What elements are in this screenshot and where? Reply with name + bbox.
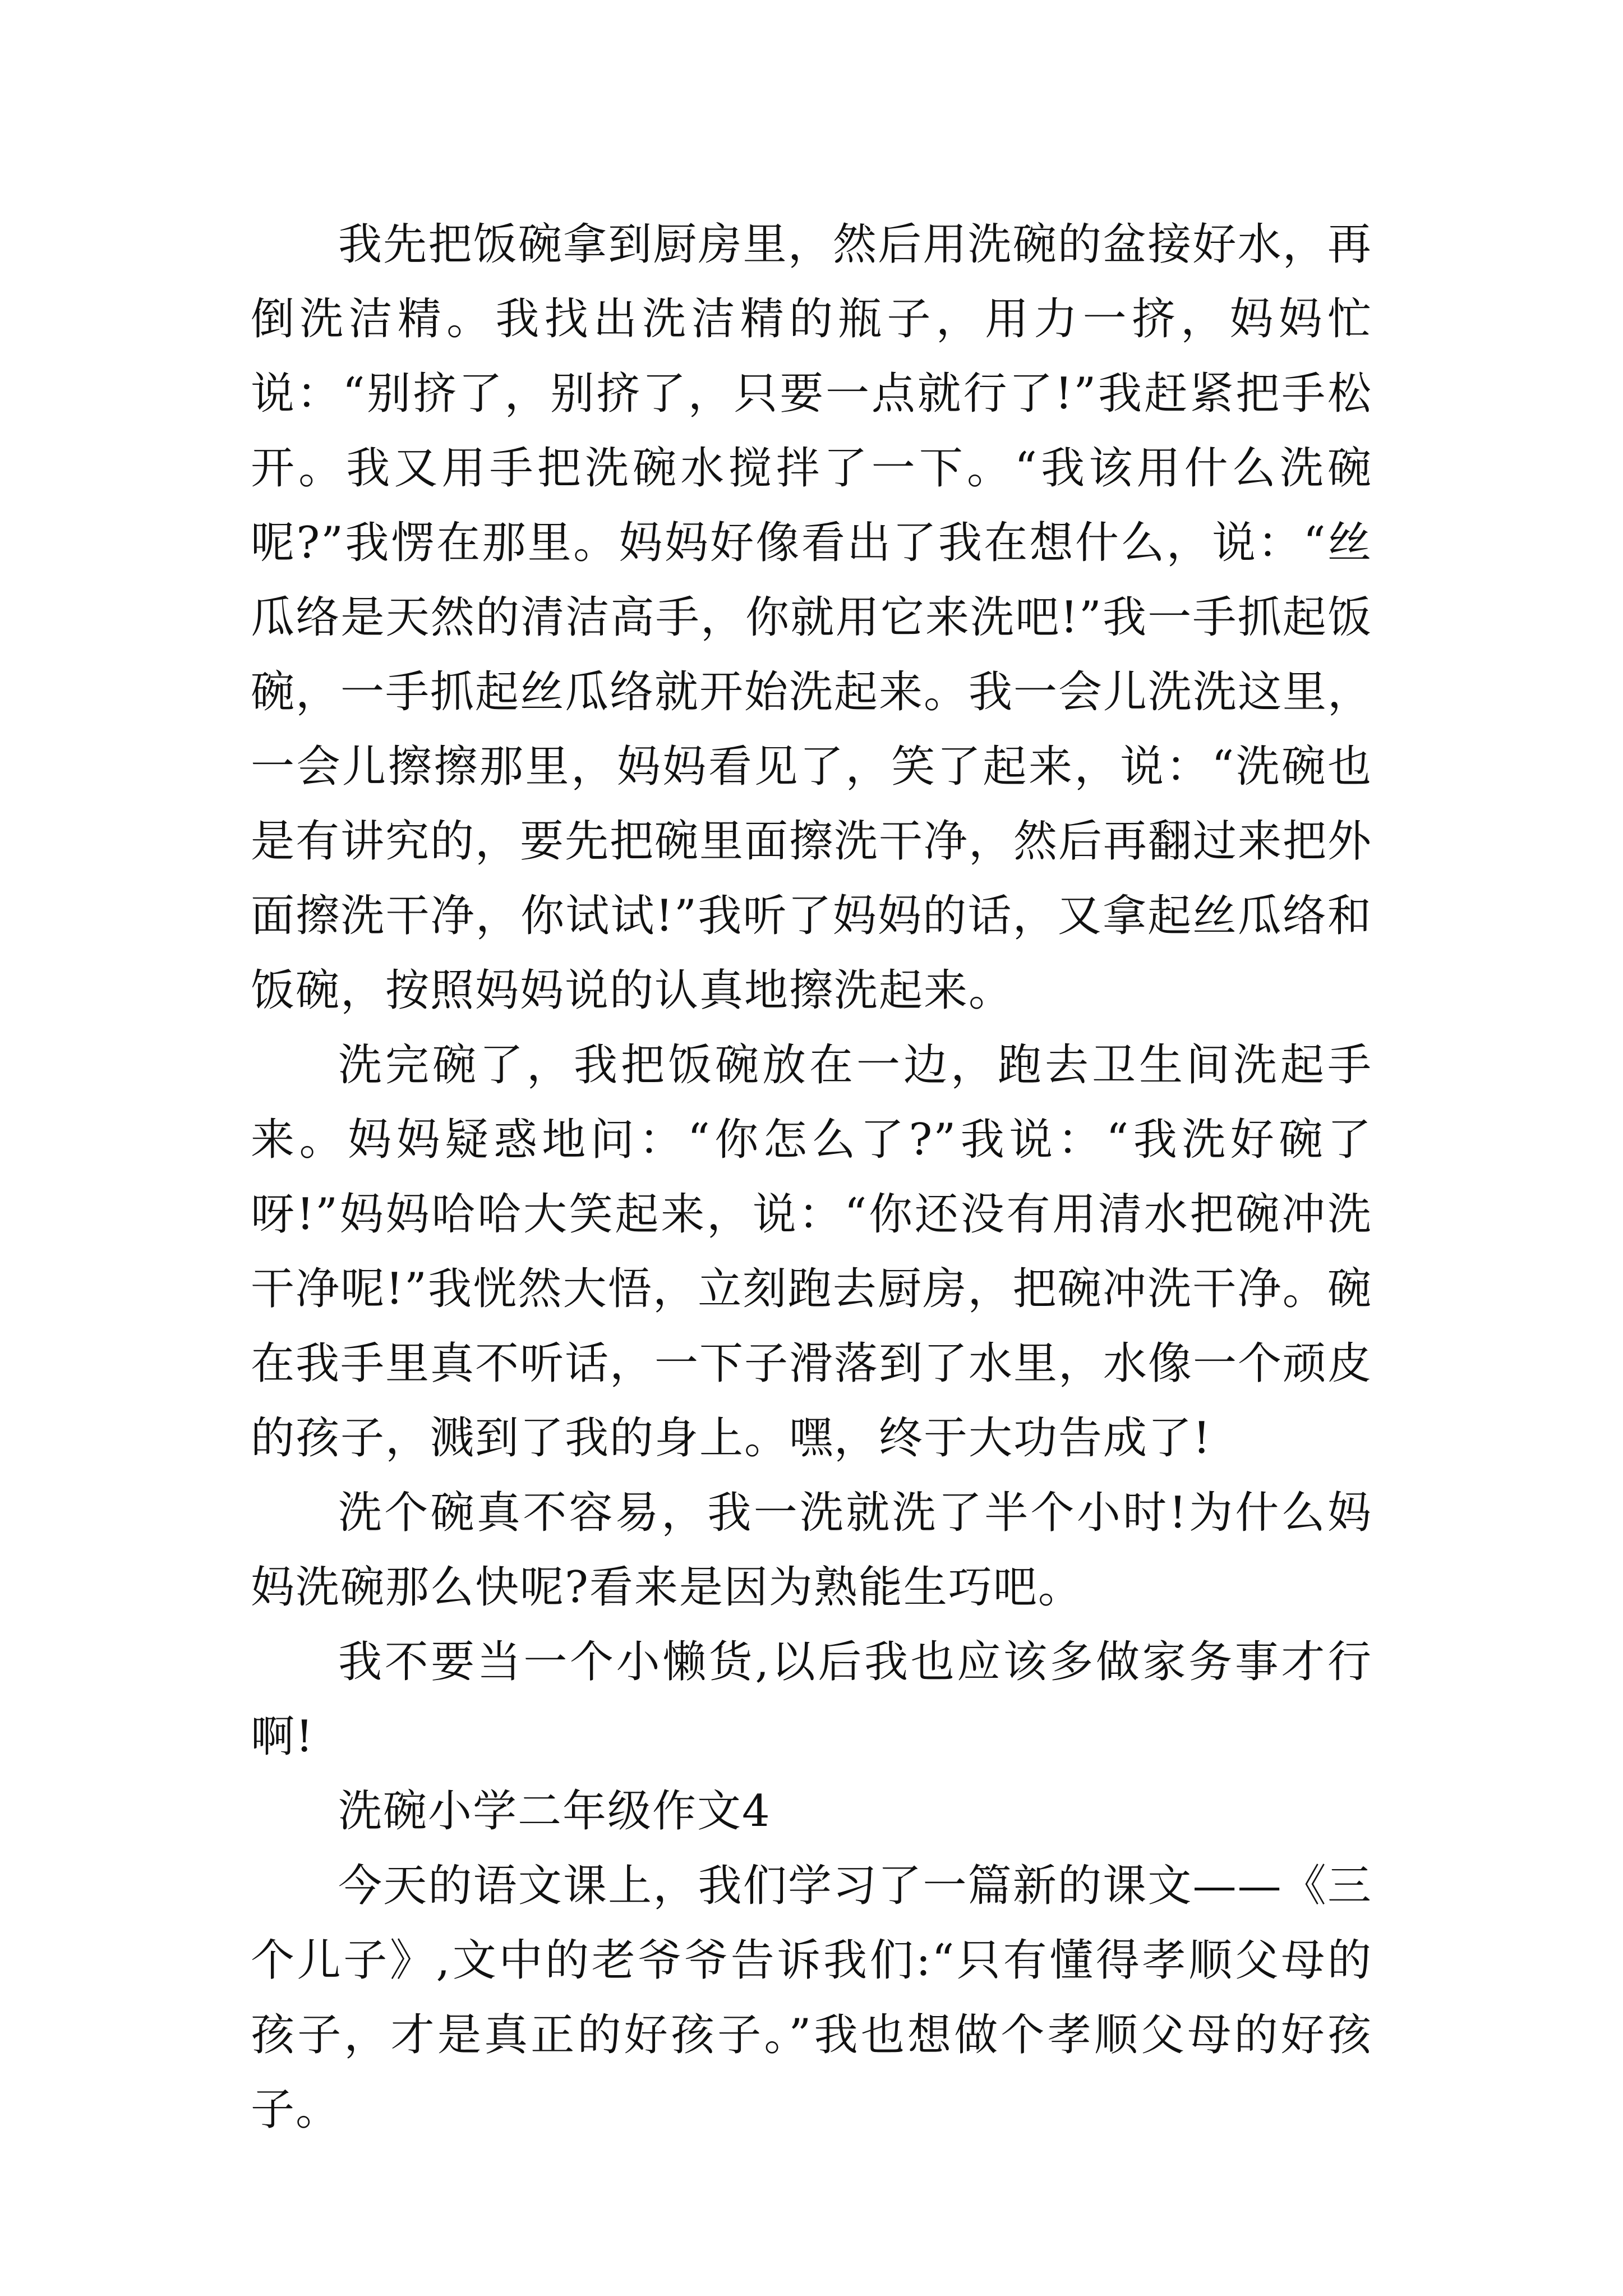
paragraph-resolution: 我不要当一个小懒货,以后我也应该多做家务事才行啊! [251, 1637, 1372, 1762]
article-body [251, 208, 1372, 2147]
paragraph-washing-process: 我先把饭碗拿到厨房里，然后用洗碗的盆接好水，再倒洗洁精。我找出洗洁精的瓶子，用力一挤，妈妈忙说：“别挤了，别挤了，只要一点就行了!”我赶紧把手松开。我又用手把洗碗水搅拌了一下。“我该用什么洗碗呢?”我愣在那里。妈妈好像看出了我在想什么，说：“丝瓜络是天然的清洁高手，你就用它来洗吧!”我一手抓起饭碗，一手抓起丝瓜络就开始洗起来。我一会儿洗洗这里，一会儿擦擦那里，妈妈看见了，笑了起来，说：“洗碗也是有讲究的，要先把碗里面擦洗干净，然后再翻过来把外面擦洗干净，你试试!”我听了妈妈的话，又拿起丝瓜络和饭碗，按照妈妈说的认真地擦洗起来。 [251, 219, 1373, 1016]
paragraph-essay-intro: 今天的语文课上，我们学习了一篇新的课文——《三个儿子》,文中的老爷爷告诉我们:“只有懂得孝顺父母的孩子，才是真正的好孩子。”我也想做个孝顺父母的好孩子。 [251, 1861, 1372, 2135]
paragraph-rinsing: 洗完碗了，我把饭碗放在一边，跑去卫生间洗起手来。妈妈疑惑地问：“你怎么了?”我说：“我洗好碗了呀!”妈妈哈哈大笑起来，说：“你还没有用清水把碗冲洗干净呢!”我恍然大悟，立刻跑去厨房，把碗冲洗干净。碗在我手里真不听话，一下子滑落到了水里，水像一个顽皮的孩子，溅到了我的身上。嘿，终于大功告成了! [251, 1040, 1373, 1464]
essay-title: 洗碗小学二年级作文4 [338, 1786, 771, 1837]
paragraph-reflection: 洗个碗真不容易，我一洗就洗了半个小时!为什么妈妈洗碗那么快呢?看来是因为熟能生巧吧。 [251, 1488, 1372, 1613]
